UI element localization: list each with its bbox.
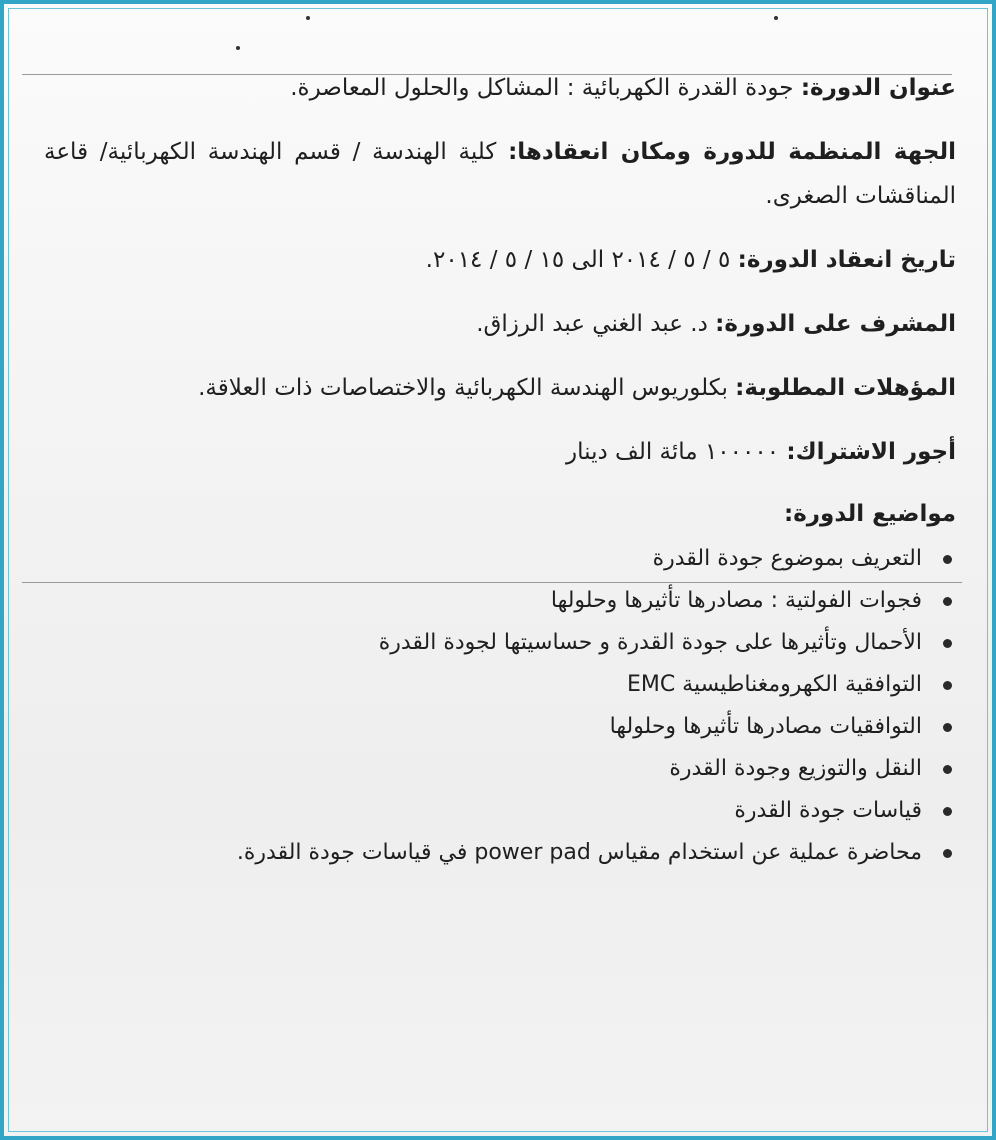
topic-text: النقل والتوزيع وجودة القدرة	[669, 756, 922, 781]
bullet-icon	[943, 681, 952, 690]
date-field	[44, 238, 956, 282]
topic-item	[44, 750, 928, 788]
qualifications-label: المؤهلات المطلوبة:	[735, 375, 956, 401]
fee-value: ١٠٠٠٠٠ مائة الف دينار	[566, 439, 780, 465]
date-label: تاريخ انعقاد الدورة:	[737, 247, 956, 273]
topic-text: قياسات جودة القدرة	[734, 798, 922, 823]
topic-text: الأحمال وتأثيرها على جودة القدرة و حساسيتها لجودة القدرة	[378, 630, 922, 655]
supervisor-value: د. عبد الغني عبد الرزاق.	[476, 311, 708, 337]
course-title-label: عنوان الدورة:	[800, 75, 956, 101]
bullet-icon	[943, 639, 952, 648]
topic-item	[44, 834, 928, 872]
organizer-label: الجهة المنظمة للدورة ومكان انعقادها:	[508, 139, 956, 165]
qualifications-field	[44, 366, 956, 410]
topics-heading: مواضيع الدورة:	[784, 501, 956, 527]
organizer-field	[44, 130, 956, 218]
fee-field	[44, 430, 956, 474]
qualifications-value: بكلوريوس الهندسة الكهربائية والاختصاصات ذات العلاقة.	[198, 375, 728, 401]
course-title-field	[44, 66, 956, 110]
topic-item	[44, 708, 928, 746]
bullet-icon	[943, 849, 952, 858]
scan-speck	[774, 16, 778, 20]
scan-speck	[236, 46, 240, 50]
bullet-icon	[943, 555, 952, 564]
topic-text: محاضرة عملية عن استخدام مقياس power pad في قياسات جودة القدرة.	[236, 840, 922, 865]
supervisor-field	[44, 302, 956, 346]
organizer-value: كلية الهندسة / قسم الهندسة الكهربائية/ قاعة المناقشات الصغرى.	[44, 139, 956, 209]
supervisor-label: المشرف على الدورة:	[715, 311, 956, 337]
scan-speck	[306, 16, 310, 20]
bullet-icon	[943, 723, 952, 732]
topic-item	[44, 582, 928, 620]
topic-item	[44, 792, 928, 830]
course-title-value: جودة القدرة الكهربائية : المشاكل والحلول المعاصرة.	[290, 75, 794, 101]
topic-text: التوافقية الكهرومغناطيسية EMC	[626, 672, 922, 697]
topic-item	[44, 540, 928, 578]
fee-label: أجور الاشتراك:	[786, 439, 956, 465]
bullet-icon	[943, 765, 952, 774]
course-info	[44, 66, 956, 876]
topics-list	[44, 540, 956, 872]
topic-text: التوافقيات مصادرها تأثيرها وحلولها	[609, 714, 922, 739]
bullet-icon	[943, 597, 952, 606]
bullet-icon	[943, 807, 952, 816]
topic-text: التعريف بموضوع جودة القدرة	[652, 546, 922, 571]
topic-item	[44, 666, 928, 704]
date-value: ٥ / ٥ / ٢٠١٤ الى ١٥ / ٥ / ٢٠١٤.	[425, 247, 731, 273]
topic-item	[44, 624, 928, 662]
topic-text: فجوات الفولتية : مصادرها تأثيرها وحلولها	[550, 588, 922, 613]
